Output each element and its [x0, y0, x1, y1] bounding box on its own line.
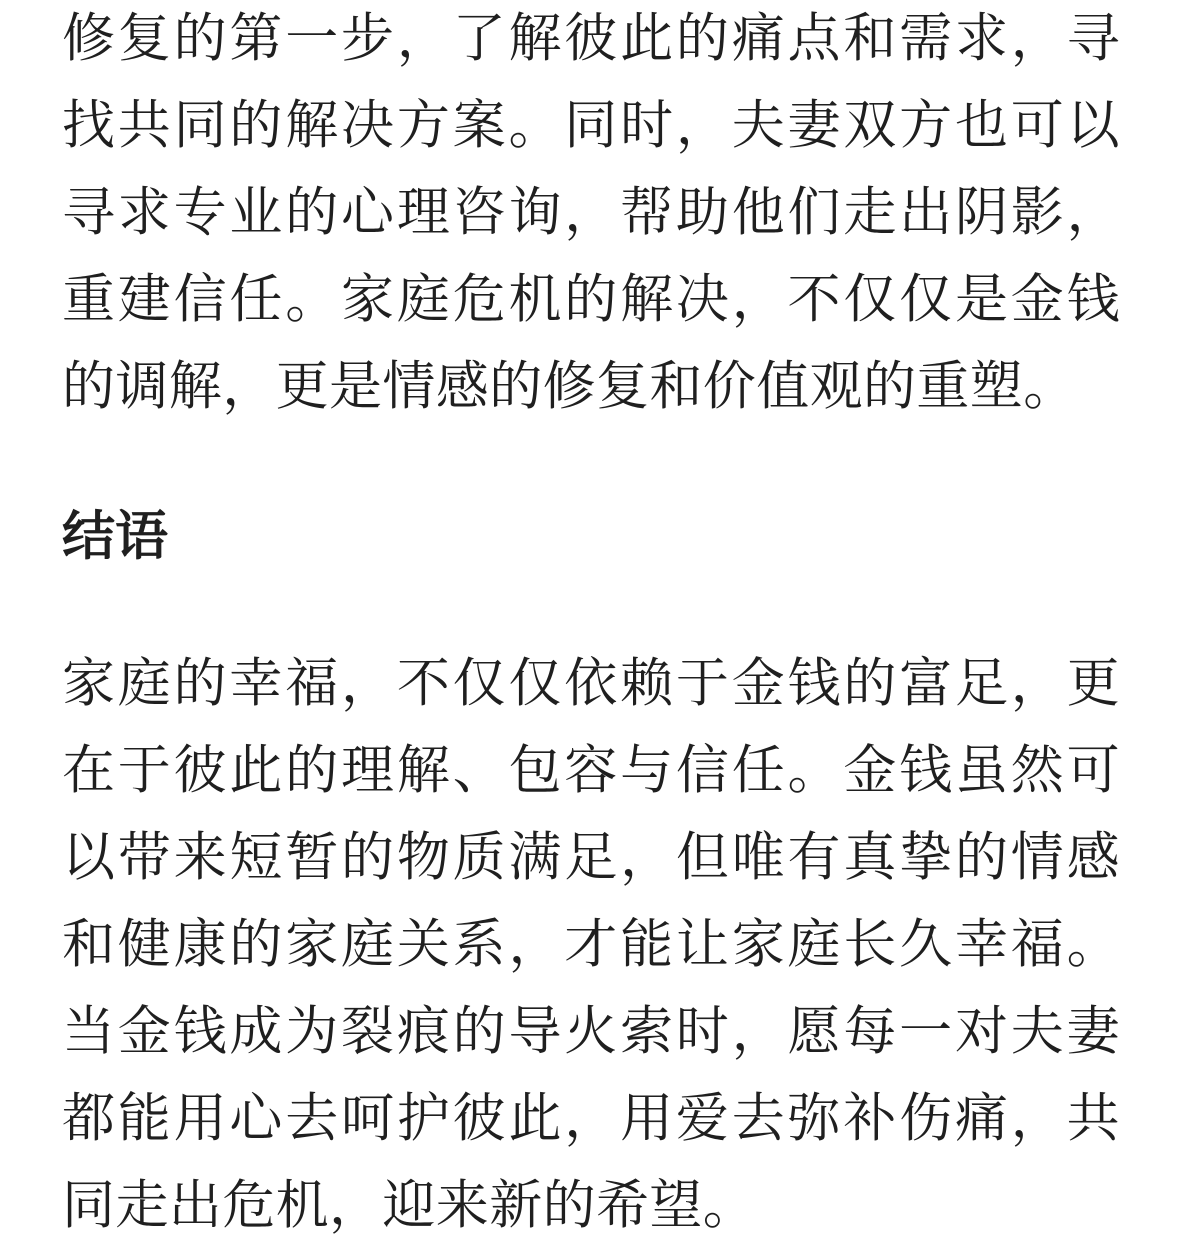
article-paragraph-conclusion: 家庭的幸福，不仅仅依赖于金钱的富足，更在于彼此的理解、包容与信任。金钱虽然可以带来短暂的物质满足，但唯有真挚的情感和健康的家庭关系，才能让家庭长久幸福。当金钱成为裂痕的导火索时，愿每一对夫妻都能用心去呵护彼此，用爱去弥补伤痛，共同走出危机，迎来新的希望。	[62, 653, 1120, 1236]
article-paragraph-repair: 修复的第一步，了解彼此的痛点和需求，寻找共同的解决方案。同时，夫妻双方也可以寻求专业的心理咨询，帮助他们走出阴影，重建信任。家庭危机的解决，不仅仅是金钱的调解，更是情感的修复和价值观的重塑。	[62, 8, 1120, 417]
article-body	[62, 0, 1120, 1236]
section-heading-conclusion: 结语	[62, 506, 168, 567]
